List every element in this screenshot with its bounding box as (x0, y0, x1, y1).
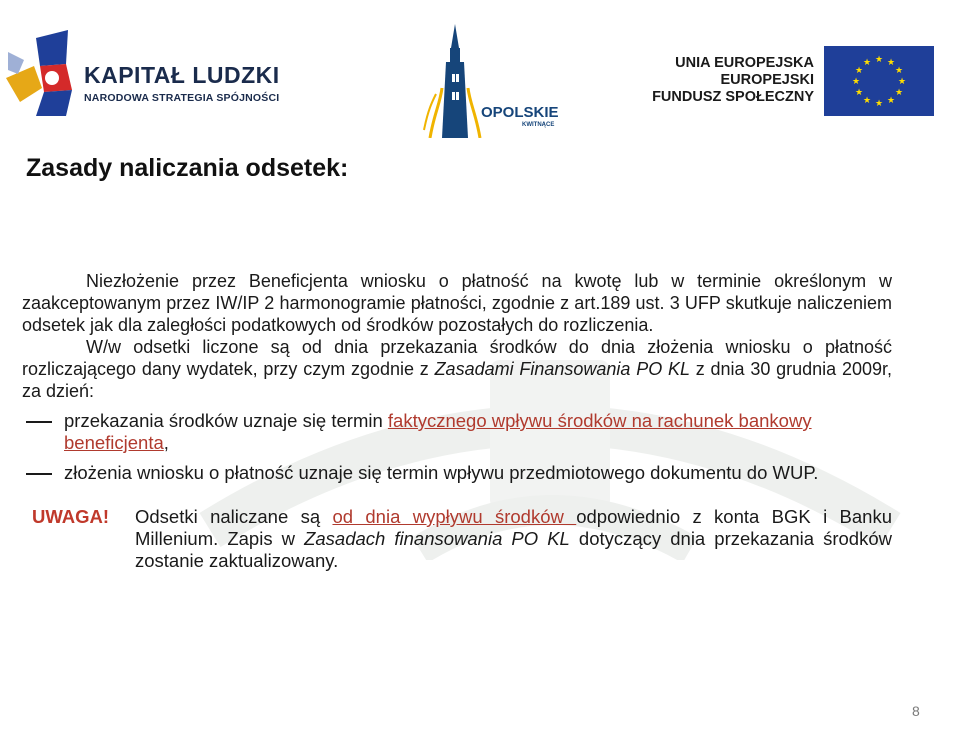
slide-title: Zasady naliczania odsetek: (26, 154, 349, 182)
opolskie-sublabel: KWITNĄCE (522, 122, 555, 128)
eu-line-3: FUNDUSZ SPOŁECZNY (652, 89, 814, 105)
bullet-list (22, 410, 892, 484)
uwaga-tail: dotyczący dnia przekazania środków zostanie zaktualizowany. (135, 528, 892, 571)
eu-line-2: EUROPEJSKI (720, 72, 814, 88)
svg-text:★: ★ (894, 88, 904, 98)
uwaga-italic: Zasadach finansowania PO KL (304, 528, 570, 549)
kapital-ludzki-title: KAPITAŁ LUDZKI (84, 62, 280, 88)
opolskie-label: OPOLSKIE (481, 104, 559, 121)
paragraph-2-tail: z dnia 30 grudnia 2009r, za dzień: (22, 359, 892, 401)
bullet-2-text: złożenia wniosku o płatność uznaje się termin wpływu przedmiotowego dokumentu do WUP. (64, 462, 819, 483)
svg-text:★: ★ (874, 99, 884, 109)
bullet-1-link[interactable]: faktycznego wpływu środków na rachunek bankowy beneficjenta (64, 410, 812, 453)
eu-text-block (652, 55, 814, 106)
uwaga-label: UWAGA! (32, 506, 110, 527)
svg-text:★: ★ (886, 58, 896, 68)
svg-text:★: ★ (886, 96, 896, 106)
bullet-1-tail: , (163, 432, 169, 453)
svg-text:★: ★ (862, 96, 872, 106)
svg-text:★: ★ (874, 55, 884, 65)
paragraph-2 (22, 336, 892, 402)
paragraph-2-text: W/w odsetki liczone są od dnia przekazania środków do dnia złożenia wniosku o płatność rozliczającego dany wydatek, przy czym zgodnie z (22, 337, 892, 379)
uwaga-middle: odpowiednio z konta BGK i Banku Millenium. Zapis w (135, 506, 892, 549)
bullet-item (22, 410, 892, 454)
page-number: 8 (912, 703, 920, 719)
bullet-item (22, 462, 892, 484)
uwaga-link[interactable]: od dnia wypływu środków (332, 506, 577, 527)
eu-line-1: UNIA EUROPEJSKA (675, 55, 814, 71)
dash-bullet-icon (26, 421, 52, 423)
svg-text:★: ★ (854, 88, 864, 98)
kapital-ludzki-subtitle: NARODOWA STRATEGIA SPÓJNOŚCI (84, 92, 280, 104)
bullet-1-text: przekazania środków uznaje się termin (64, 410, 388, 431)
svg-text:★: ★ (897, 77, 907, 87)
svg-text:★: ★ (851, 77, 861, 87)
eu-flag-icon (824, 46, 934, 116)
svg-text:★: ★ (894, 66, 904, 76)
uwaga-text: Odsetki naliczane są (135, 506, 333, 527)
paragraph-1: Niezłożenie przez Beneficjenta wniosku o płatność na kwotę lub w terminie określonym w zaakceptowanym przez IW/IP 2 harmonogramie płatności, zgodnie z art.189 ust. 3 UFP skutkuje naliczeniem odsetek jak dla zaległości podatkowych od środków pozostałych do rozliczenia. (22, 271, 892, 335)
slide-body (22, 270, 892, 572)
svg-text:★: ★ (862, 58, 872, 68)
paragraph-2-italic: Zasadami Finansowania PO KL (434, 359, 690, 379)
svg-text:★: ★ (854, 66, 864, 76)
uwaga-note (22, 506, 892, 572)
dash-bullet-icon (26, 473, 52, 475)
